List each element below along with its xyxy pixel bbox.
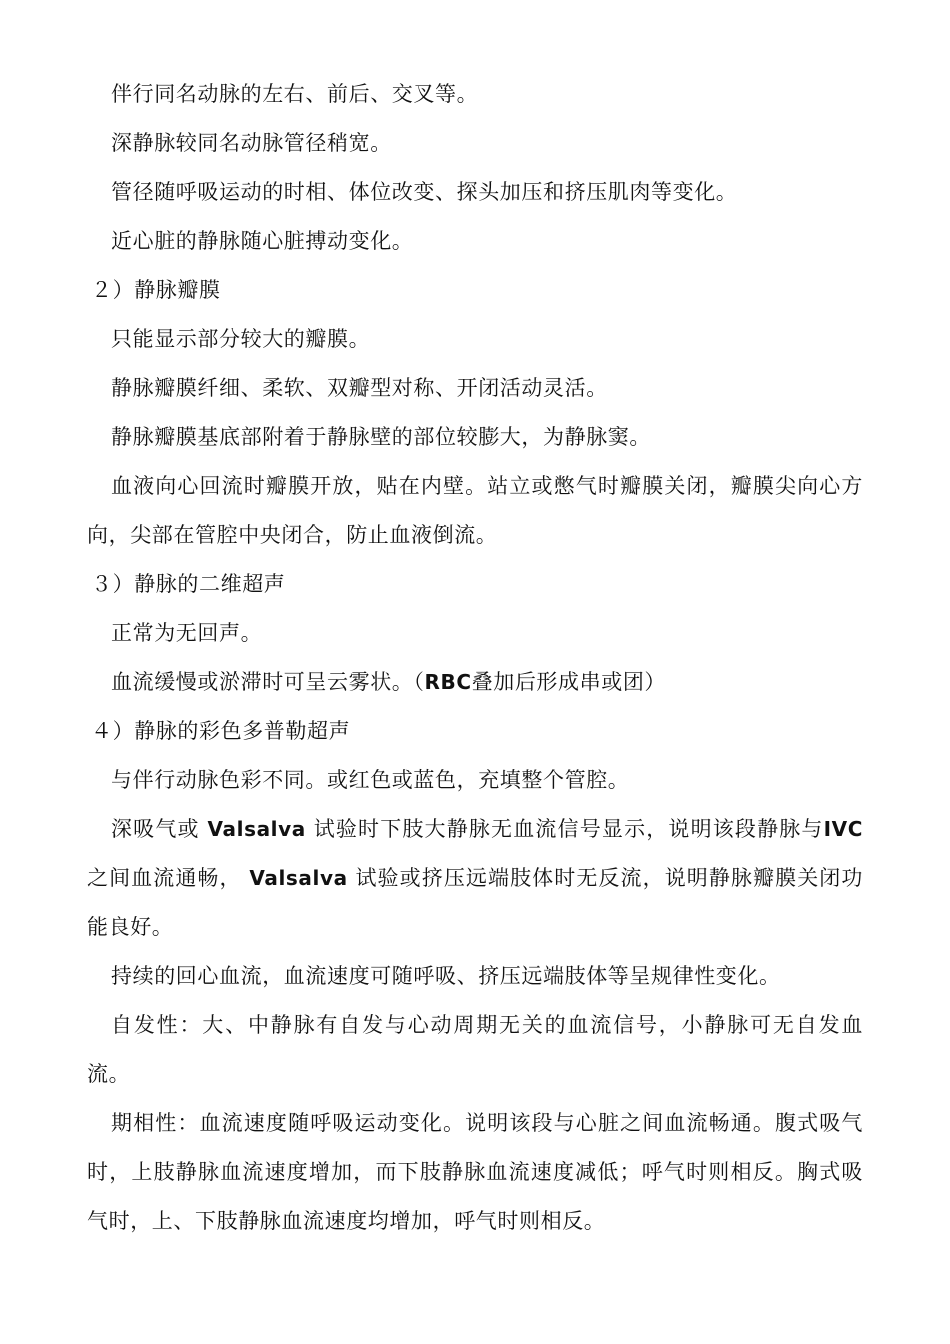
section-heading [87,560,863,609]
text-run: 试验时下肢大静脉无血流信号显示，说明该段静脉与 [305,817,824,841]
text-run: ２）静脉瓣膜 [91,278,221,302]
paragraph [87,168,863,217]
paragraph [87,413,863,462]
paragraph [87,952,863,1001]
paragraph [87,609,863,658]
text-run: 正常为无回声。 [111,621,263,645]
paragraph [87,462,863,560]
bold-term: IVC [823,817,863,841]
section-heading [87,707,863,756]
paragraph [87,805,863,952]
paragraph [87,119,863,168]
paragraph [87,315,863,364]
paragraph [87,658,863,707]
text-run: 期相性：血流速度随呼吸运动变化。说明该段与心脏之间血流畅通。腹式吸气时，上肢静脉血流速度增加，而下肢静脉血流速度减低；呼气时则相反。胸式吸气时，上、下肢静脉血流速度均增加，呼气时则相反。 [87,1111,863,1233]
text-run: 静脉瓣膜纤细、柔软、双瓣型对称、开闭活动灵活。 [111,376,608,400]
text-run: 之间血流通畅， [87,866,250,890]
text-run: 静脉瓣膜基底部附着于静脉壁的部位较膨大，为静脉窦。 [111,425,651,449]
text-run: 自发性：大、中静脉有自发与心动周期无关的血流信号，小静脉可无自发血流。 [87,1013,863,1086]
text-run: 试验或挤压远端肢体时无反流，说明静脉瓣膜关闭功能良好。 [87,866,863,939]
paragraph [87,364,863,413]
text-run: 只能显示部分较大的瓣膜。 [111,327,371,351]
paragraph [87,1001,863,1099]
paragraph [87,1099,863,1246]
text-run: 持续的回心血流，血流速度可随呼吸、挤压远端肢体等呈规律性变化。 [111,964,781,988]
text-run: 伴行同名动脉的左右、前后、交叉等。 [111,82,479,106]
paragraph [87,217,863,266]
text-run: 血液向心回流时瓣膜开放，贴在内壁。站立或憋气时瓣膜关闭，瓣膜尖向心方向，尖部在管腔中央闭合，防止血液倒流。 [87,474,863,547]
text-run: 叠加后形成串或团） [471,670,667,694]
paragraph [87,70,863,119]
text-run: 近心脏的静脉随心脏搏动变化。 [111,229,414,253]
text-run: 血流缓慢或淤滞时可呈云雾状。（ [111,670,425,694]
text-run: 深静脉较同名动脉管径稍宽。 [111,131,392,155]
section-heading [87,266,863,315]
bold-term: Valsalva [207,817,306,841]
text-run: 与伴行动脉色彩不同。或红色或蓝色，充填整个管腔。 [111,768,630,792]
document-page [87,70,863,1246]
text-run: ４）静脉的彩色多普勒超声 [91,719,351,743]
bold-term: Valsalva [249,866,348,890]
bold-term: RBC [424,670,472,694]
text-run: ３）静脉的二维超声 [91,572,286,596]
text-run: 深吸气或 [111,817,208,841]
paragraph [87,756,863,805]
text-run: 管径随呼吸运动的时相、体位改变、探头加压和挤压肌肉等变化。 [111,180,738,204]
